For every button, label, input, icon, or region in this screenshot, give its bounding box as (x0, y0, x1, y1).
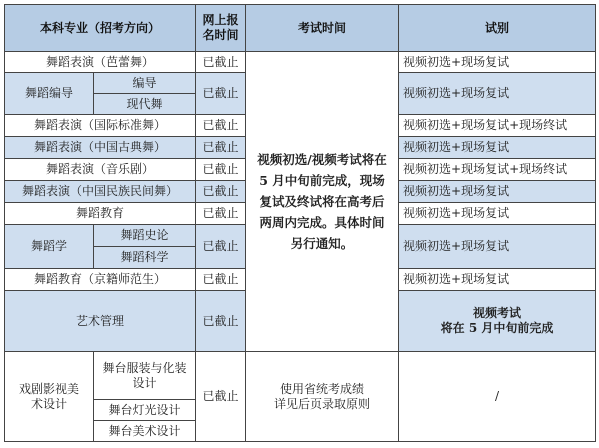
registration-cell: 已截止 (196, 137, 246, 159)
admission-table (4, 4, 596, 442)
exam-type-cell: 视频初选+现场复试+现场终试 (399, 115, 596, 137)
registration-cell: 已截止 (196, 115, 246, 137)
sub-major-cell: 舞台灯光设计 (94, 400, 196, 421)
exam-type-cell: 视频初选+现场复试 (399, 269, 596, 291)
exam-type-cell: 视频初选+现场复试 (399, 225, 596, 269)
registration-cell: 已截止 (196, 73, 246, 115)
major-cell: 艺术管理 (5, 291, 196, 352)
exam-type-cell: 视频初选+现场复试 (399, 181, 596, 203)
exam-type-cell: 视频初选+现场复试 (399, 137, 596, 159)
registration-cell: 已截止 (196, 225, 246, 269)
exam-time-line: 使用省统考成绩 (280, 381, 365, 396)
table-row (5, 52, 596, 73)
exam-type-cell: 视频初选+现场复试+现场终试 (399, 159, 596, 181)
major-cell: 舞蹈编导 (5, 73, 94, 115)
major-cell: 舞蹈表演（音乐剧） (5, 159, 196, 181)
registration-cell: 已截止 (196, 269, 246, 291)
exam-time-cell (246, 352, 399, 442)
registration-cell: 已截止 (196, 352, 246, 442)
table-row (5, 352, 596, 400)
exam-type-cell: 视频初选+现场复试 (399, 73, 596, 115)
admission-table-container (4, 4, 596, 442)
header-exam-time: 考试时间 (246, 5, 399, 52)
header-online-registration: 网上报名时间 (196, 5, 246, 52)
registration-cell: 已截止 (196, 291, 246, 352)
sub-major-cell: 舞台美术设计 (94, 421, 196, 442)
sub-major-cell: 舞蹈史论 (94, 225, 196, 247)
major-cell: 舞蹈学 (5, 225, 94, 269)
sub-major-cell: 现代舞 (94, 94, 196, 115)
dance-exam-time-cell: 视频初选/视频考试将在 5 月中旬前完成，现场复试及终试将在高考后两周内完成。具体时间另行通知。 (246, 52, 399, 352)
exam-time-line: 将在 5 月中旬前完成 (440, 321, 554, 335)
exam-time-cell (399, 291, 596, 352)
registration-cell: 已截止 (196, 181, 246, 203)
registration-cell: 已截止 (196, 203, 246, 225)
sub-major-cell: 舞台服装与化装设计 (94, 352, 196, 400)
major-cell: 舞蹈表演（中国古典舞） (5, 137, 196, 159)
header-row (5, 5, 596, 52)
exam-type-cell: 视频初选+现场复试 (399, 203, 596, 225)
sub-major-cell: 舞蹈科学 (94, 247, 196, 269)
sub-major-cell: 编导 (94, 73, 196, 94)
major-cell: 舞蹈表演（芭蕾舞） (5, 52, 196, 73)
exam-time-line: 视频考试 (473, 306, 522, 320)
major-cell: 舞蹈表演（国际标准舞） (5, 115, 196, 137)
registration-cell: 已截止 (196, 159, 246, 181)
exam-type-cell: 视频初选+现场复试 (399, 52, 596, 73)
registration-cell: 已截止 (196, 52, 246, 73)
exam-time-line: 详见后页录取原则 (274, 396, 371, 411)
header-exam-type: 试别 (399, 5, 596, 52)
major-cell: 舞蹈教育（京籍师范生） (5, 269, 196, 291)
exam-type-cell: / (399, 352, 596, 442)
major-cell: 舞蹈表演（中国民族民间舞） (5, 181, 196, 203)
major-cell: 舞蹈教育 (5, 203, 196, 225)
header-major: 本科专业（招考方向） (5, 5, 196, 52)
major-cell: 戏剧影视美术设计 (5, 352, 94, 442)
